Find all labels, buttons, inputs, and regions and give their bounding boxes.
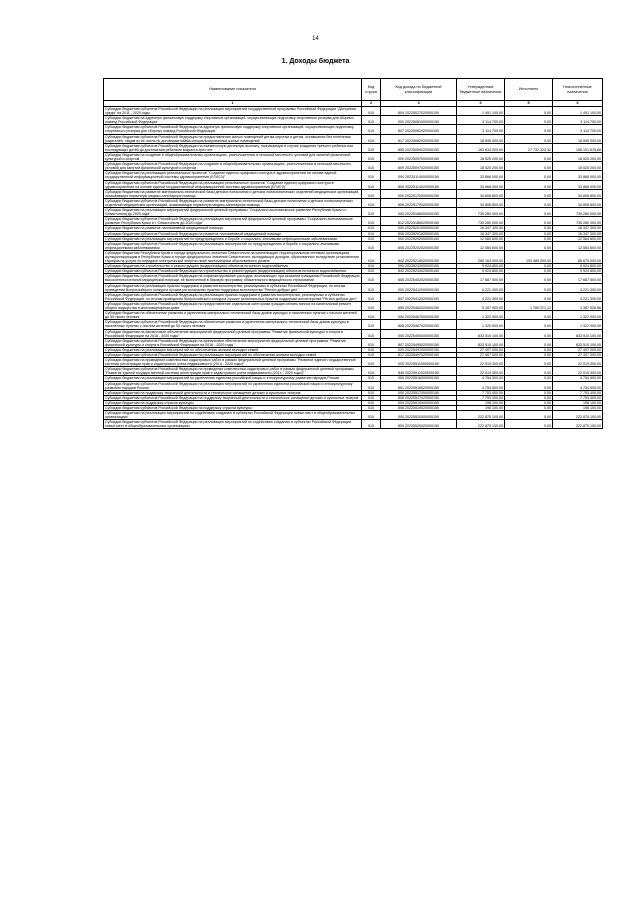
row-line-code-cell: 010 — [362, 116, 381, 125]
row-name-cell: Субсидии бюджетам на реализацию мероприятий по содействию созданию в субъектах Российской Федерации новых мест в общеобразовательных организациях — [104, 411, 362, 420]
header-index: 3 — [381, 101, 457, 107]
row-income-code-cell: 812 20225188020000150 — [381, 217, 457, 226]
table-row — [104, 152, 603, 161]
row-remaining-cell: 198 100,00 — [553, 400, 603, 405]
table-row — [104, 338, 603, 347]
row-income-code-cell: 809 20225097020000150 — [381, 162, 457, 171]
row-approved-cell: 5 167 900,00 — [457, 301, 505, 310]
row-remaining-cell: 33 868 000,00 — [553, 171, 603, 180]
row-name-cell: Субсидии бюджетам субъектов Российской Федерации на обеспечение развития и укрепления материально-технической базы домов культуры в населенных пунктах с числом жителей до 50 тысяч человек — [104, 320, 362, 329]
row-income-code-cell: 808 20225467020000150 — [381, 320, 457, 329]
table-row — [104, 420, 603, 429]
row-approved-cell: 7 753 400,00 — [457, 395, 505, 400]
row-name-cell: Субсидии бюджетам на создание в общеобразовательных организациях, расположенных в сельской местности, условий для занятий физической культурой и спортом — [104, 152, 362, 161]
row-approved-cell: 222 875 100,00 — [457, 411, 505, 420]
row-approved-cell: 12 584 600,00 — [457, 241, 505, 250]
row-remaining-cell: 735 280 000,00 — [553, 208, 603, 217]
row-approved-cell: 34 808 800,00 — [457, 189, 505, 198]
row-name-cell: Субсидии бюджетам субъектов Российской Федерации на проведение комплексных кадастровых работ в рамках федеральной целевой программы "Развитие единой государственной системы регистрации прав и кадастрового учета недвижимости (2014 - 2020 годы)" — [104, 367, 362, 376]
row-line-code-cell: 010 — [362, 226, 381, 231]
row-income-code-cell: 000 20225201000000150 — [381, 226, 457, 231]
row-income-code-cell: 809 20225027020000150 — [381, 107, 457, 116]
row-income-code-cell: 000 20225517000000150 — [381, 390, 457, 395]
row-line-code-cell: 010 — [362, 311, 381, 320]
header-index: 6 — [553, 101, 603, 107]
row-remaining-cell: 4 221 300,00 — [553, 292, 603, 301]
row-line-code-cell: 010 — [362, 236, 381, 241]
row-executed-cell: 0,00 — [505, 390, 553, 395]
row-name-cell: Субсидии бюджетам Республики Крым и города федерального значения Севастополя на компенсацию территориальным сетевым организациям, функционирующим в Республике Крым и городе федерального значения Севастополе, выпадающих доходов, образованных вследствие установления тарифов на услуги по передаче электрической энергии ниже экономически обоснованного уровня — [104, 250, 362, 263]
row-line-code-cell: 010 — [362, 411, 381, 420]
row-remaining-cell: 735 280 000,00 — [553, 217, 603, 226]
row-line-code-cell: 010 — [362, 347, 381, 352]
table-row — [104, 358, 603, 367]
row-income-code-cell: 842 20225243020000150 — [381, 269, 457, 274]
row-executed-cell: 0,00 — [505, 320, 553, 329]
header-executed: Исполнено — [505, 79, 553, 101]
row-approved-cell: 12 584 600,00 — [457, 236, 505, 241]
row-approved-cell: 3 114 700,00 — [457, 125, 505, 134]
row-remaining-cell: 4 754 500,00 — [553, 376, 603, 381]
row-line-code-cell: 010 — [362, 189, 381, 198]
row-name-cell: Субсидии бюджетам субъектов Российской Федерации на реализацию мероприятий по обеспечению жильем молодых семей — [104, 352, 362, 357]
row-approved-cell: 27 407 000,00 — [457, 352, 505, 357]
row-approved-cell: 33 868 000,00 — [457, 180, 505, 189]
header-remaining: Неисполненные назначения — [553, 79, 603, 101]
row-income-code-cell: 806 20225202020000150 — [381, 241, 457, 250]
row-line-code-cell: 010 — [362, 162, 381, 171]
table-row — [104, 125, 603, 134]
row-executed-cell: 0,00 — [505, 381, 553, 390]
row-approved-cell: 7 753 400,00 — [457, 390, 505, 395]
row-income-code-cell: 817 20225082020000150 — [381, 134, 457, 143]
row-executed-cell: 0,00 — [505, 189, 553, 198]
row-line-code-cell: 010 — [362, 367, 381, 376]
row-name-cell: Субсидии бюджетам на поддержку отрасли культуры — [104, 400, 362, 405]
row-income-code-cell: 806 20225201020000150 — [381, 231, 457, 236]
row-executed-cell: 0,00 — [505, 125, 553, 134]
row-name-cell: Субсидии бюджетам субъектов Российской Федерации на реализацию мероприятий по предупреждению и борьбе с социально значимыми инфекционными заболеваниями — [104, 241, 362, 250]
row-remaining-cell: 3 387 528,88 — [553, 301, 603, 310]
row-name-cell: Субсидии бюджетам субъектов Российской Федерации на реализацию мероприятий по укреплению единства российской нации и этнокультурному развитию народов России — [104, 381, 362, 390]
row-name-cell: Субсидии бюджетам субъектов Российской Федерации на реализацию практик поддержки и развития волонтерства, реализуемых в субъектах Российской Федерации, по итогам проведения Всероссийского конкурса лучших региональных практик поддержки волонтерства "Регион добрых дел" — [104, 292, 362, 301]
row-income-code-cell: 000 20225511000000150 — [381, 358, 457, 367]
header-index: 4 — [457, 101, 505, 107]
row-name-cell: Субсидии бюджетам на реализацию мероприятий по обеспечению жильем молодых семей — [104, 347, 362, 352]
row-line-code-cell: 010 — [362, 283, 381, 292]
row-executed-cell: 0,00 — [505, 217, 553, 226]
row-name-cell: Субсидии бюджетам субъектов Российской Федерации на реализацию мероприятий по содействию созданию в субъектах Российской Федерации новых мест в общеобразовательных организациях — [104, 420, 362, 429]
row-approved-cell: 735 280 000,00 — [457, 217, 505, 226]
row-income-code-cell: 855 20225462020000150 — [381, 301, 457, 310]
table-row — [104, 367, 603, 376]
row-line-code-cell: 010 — [362, 198, 381, 207]
row-name-cell: Субсидии бюджетам на финансовое обеспечение мероприятий федеральной целевой программы "Развитие физической культуры и спорта в Российской Федерации на 2016 - 2020 годы" — [104, 329, 362, 338]
row-name-cell: Субсидии бюджетам субъектов Российской Федерации на финансовое обеспечение мероприятий федеральной целевой программы "Развитие физической культуры и спорта в Российской Федерации на 2016 - 2020 годы" — [104, 338, 362, 347]
row-income-code-cell: 808 20225519020000150 — [381, 406, 457, 411]
row-name-cell: Субсидии бюджетам субъектов Российской Федерации на реализацию мероприятий федеральной целевой программы "Социально-экономическое развитие Республики Крым и г. Севастополя до 2020 года" — [104, 217, 362, 226]
row-line-code-cell: 010 — [362, 171, 381, 180]
row-executed-cell: 0,00 — [505, 406, 553, 411]
row-name-cell: Субсидии бюджетам субъектов Российской Федерации на предоставление отдельным категориям граждан оплаты взноса на капитальный ремонт общего имущества в многоквартирном доме — [104, 301, 362, 310]
row-remaining-cell: 86 675 000,00 — [553, 250, 603, 263]
row-line-code-cell: 010 — [362, 301, 381, 310]
row-executed-cell: 0,00 — [505, 264, 553, 269]
row-executed-cell: 0,00 — [505, 338, 553, 347]
row-approved-cell: 1 322 900,00 — [457, 320, 505, 329]
row-approved-cell: 198 100,00 — [457, 406, 505, 411]
table-row — [104, 292, 603, 301]
row-name-cell: Субсидии бюджетам на развитие паллиативной медицинской помощи — [104, 226, 362, 231]
row-executed-cell: 0,00 — [505, 274, 553, 283]
row-income-code-cell: 806 20225170020000150 — [381, 198, 457, 207]
row-executed-cell: 0,00 — [505, 134, 553, 143]
row-name-cell: Субсидии бюджетам субъектов Российской Федерации на предоставление жилых помещений детям-сиротам и детям, оставшимся без попечения родителей, лицам из их числа по договорам найма специализированных жилых помещений — [104, 134, 362, 143]
row-income-code-cell: 817 20225497020000150 — [381, 352, 457, 357]
row-executed-cell: 0,00 — [505, 152, 553, 161]
row-income-code-cell: 000 20225243000000150 — [381, 264, 457, 269]
row-income-code-cell: 000 20225519000000150 — [381, 400, 457, 405]
row-income-code-cell: 807 20225495020000150 — [381, 338, 457, 347]
row-name-cell: Субсидии бюджетам субъектов Российской Федерации на создание в общеобразовательных организациях, расположенных в сельской местности, условий для занятий физической культурой и спортом — [104, 162, 362, 171]
row-name-cell: Субсидии бюджетам субъектов Российской Федерации на реализацию мероприятий государственной программы Российской Федерации "Доступная среда" на 2011 - 2020 годы — [104, 107, 362, 116]
row-executed-cell: 0,00 — [505, 180, 553, 189]
row-line-code-cell: 010 — [362, 269, 381, 274]
row-line-code-cell: 010 — [362, 241, 381, 250]
row-approved-cell: 735 280 000,00 — [457, 208, 505, 217]
row-income-code-cell: 000 20225081000000150 — [381, 116, 457, 125]
row-line-code-cell: 010 — [362, 338, 381, 347]
row-approved-cell: 222 875 100,00 — [457, 420, 505, 429]
row-remaining-cell: 34 808 800,00 — [553, 189, 603, 198]
row-executed-cell: 0,00 — [505, 116, 553, 125]
table-header-row — [104, 79, 603, 101]
row-name-cell: Субсидии бюджетам на обеспечение развития и укрепления материально-технической базы домов культуры в населенных пунктах с числом жителей до 50 тысяч человек — [104, 311, 362, 320]
row-remaining-cell: 1 322 900,00 — [553, 311, 603, 320]
row-income-code-cell: 000 20225516000000150 — [381, 376, 457, 381]
row-name-cell: Субсидии бюджетам на реализацию региональных проектов "Создание единого цифрового контура в здравоохранении на основе единой государственной информационной системы здравоохранения (ЕГИСЗ)" — [104, 171, 362, 180]
row-remaining-cell: 16 347 300,00 — [553, 226, 603, 231]
row-approved-cell: 27 407 000,00 — [457, 347, 505, 352]
row-name-cell: Субсидии бюджетам на адресную финансовую поддержку спортивных организаций, осуществляющих подготовку спортивного резерва для сборных команд Российской Федерации — [104, 116, 362, 125]
row-line-code-cell: 010 — [362, 143, 381, 152]
row-income-code-cell: 000 20225495000000150 — [381, 329, 457, 338]
row-remaining-cell: 12 584 600,00 — [553, 241, 603, 250]
row-income-code-cell: 000 20225467000000150 — [381, 311, 457, 320]
row-remaining-cell: 4 754 500,00 — [553, 381, 603, 390]
row-name-cell: Субсидии бюджетам на реализацию мероприятий по предупреждению и борьбе с социально значимыми инфекционными заболеваниями — [104, 236, 362, 241]
row-executed-cell: 0,00 — [505, 236, 553, 241]
row-name-cell: Субсидии бюджетам на реализацию мероприятий по укреплению единства российской нации и этнокультурному развитию народов России — [104, 376, 362, 381]
row-name-cell: Субсидии бюджетам на поддержку творческой деятельности и техническое оснащение детских и кукольных театров — [104, 390, 362, 395]
row-executed-cell: 0,00 — [505, 162, 553, 171]
row-remaining-cell: 156 101 676,68 — [553, 143, 603, 152]
row-approved-cell: 3 114 700,00 — [457, 116, 505, 125]
row-name-cell: Субсидии бюджетам субъектов Российской Федерации на развитие материально-технической базы детских поликлиник и детских поликлинических отделений медицинских организаций, оказывающих первичную медико-санитарную помощь — [104, 198, 362, 207]
row-executed-cell: 0,00 — [505, 358, 553, 367]
row-remaining-cell: 222 875 100,00 — [553, 420, 603, 429]
row-approved-cell: 22 019 300,00 — [457, 358, 505, 367]
row-executed-cell: 0,00 — [505, 352, 553, 357]
row-line-code-cell: 010 — [362, 329, 381, 338]
row-remaining-cell: 1 491 100,00 — [553, 107, 603, 116]
row-executed-cell: 0,00 — [505, 292, 553, 301]
row-remaining-cell: 27 407 000,00 — [553, 352, 603, 357]
table-row — [104, 162, 603, 171]
table-row — [104, 171, 603, 180]
row-approved-cell: 4 754 500,00 — [457, 381, 505, 390]
row-approved-cell: 16 347 300,00 — [457, 226, 505, 231]
row-line-code-cell: 010 — [362, 358, 381, 367]
row-approved-cell: 33 868 000,00 — [457, 171, 505, 180]
row-executed-cell: 0,00 — [505, 198, 553, 207]
row-remaining-cell: 3 114 700,00 — [553, 116, 603, 125]
row-name-cell: Субсидии бюджетам субъектов Российской Федерации на реализацию региональных проектов "Создание единого цифрового контура в здравоохранении на основе единой государственной информационной системы здравоохранения (ЕГИСЗ)" — [104, 180, 362, 189]
row-name-cell: Субсидии бюджетам на развитие материально-технической базы детских поликлиник и детских поликлинических отделений медицинских организаций, оказывающих первичную медико-санитарную помощь — [104, 189, 362, 198]
row-remaining-cell: 18 525 200,00 — [553, 162, 603, 171]
table-row — [104, 107, 603, 116]
page-number: 14 — [312, 36, 319, 42]
row-income-code-cell: 855 20225084020000150 — [381, 143, 457, 152]
row-executed-cell: 0,00 — [505, 226, 553, 231]
row-approved-cell: 17 687 500,00 — [457, 274, 505, 283]
row-executed-cell: 0,00 — [505, 376, 553, 381]
row-name-cell: Субсидии бюджетам на строительство и реконструкцию (модернизацию) объектов питьевого водоснабжения — [104, 264, 362, 269]
row-name-cell: Субсидии бюджетам субъектов Российской Федерации на развитие паллиативной медицинской помощи — [104, 231, 362, 236]
table-row — [104, 320, 603, 329]
row-remaining-cell: 9 924 800,00 — [553, 269, 603, 274]
row-approved-cell: 833 510 100,00 — [457, 329, 505, 338]
row-remaining-cell: 16 347 300,00 — [553, 231, 603, 236]
table-row — [104, 189, 603, 198]
row-remaining-cell: 833 510 100,00 — [553, 329, 603, 338]
row-approved-cell: 1 491 100,00 — [457, 107, 505, 116]
header-approved: Утвержденные бюджетные назначения — [457, 79, 505, 101]
row-remaining-cell: 198 100,00 — [553, 406, 603, 411]
table-row — [104, 241, 603, 250]
row-name-cell: Субсидии бюджетам субъектов Российской Федерации на софинансирование расходов, возникающих при оказании гражданам Российской Федерации высокотехнологичной медицинской помощи, не включенной в базовую программу обязательного медицинского страхования — [105, 274, 360, 283]
row-line-code-cell: 010 — [362, 231, 381, 236]
row-income-code-cell: 806 20225114020000150 — [381, 180, 457, 189]
row-line-code-cell: 010 — [362, 395, 381, 400]
row-approved-cell: 18 595 000,00 — [457, 134, 505, 143]
row-line-code-cell: 010 — [362, 107, 381, 116]
row-income-code-cell: 809 20225520020000150 — [381, 420, 457, 429]
table-row — [104, 143, 603, 152]
row-income-code-cell: 000 20225412000000150 — [381, 283, 457, 292]
row-line-code-cell: 010 — [362, 292, 381, 301]
row-income-code-cell: 000 20225520000000150 — [381, 411, 457, 420]
row-approved-cell: 198 100,00 — [457, 400, 505, 405]
row-executed-cell: 193 489 000,00 — [505, 250, 553, 263]
row-name-cell: Субсидии бюджетам на реализацию практик поддержки и развития волонтерства, реализуемых в субъектах Российской Федерации, по итогам проведения Всероссийского конкурса лучших региональных практик поддержки волонтерства "Регион добрых дел" — [104, 283, 362, 292]
row-income-code-cell: 808 20225517020000150 — [381, 395, 457, 400]
row-executed-cell: 0,00 — [505, 329, 553, 338]
row-approved-cell: 183 834 000,00 — [457, 143, 505, 152]
row-name-cell: Субсидии бюджетам субъектов Российской Федерации на поддержку творческой деятельности и техническое оснащение детских и кукольных театров — [104, 395, 362, 400]
budget-revenue-table — [103, 78, 603, 429]
table-row — [104, 250, 603, 263]
row-executed-cell: 0,00 — [505, 395, 553, 400]
row-line-code-cell: 010 — [362, 320, 381, 329]
row-line-code-cell: 010 — [362, 250, 381, 263]
row-remaining-cell: 4 221 300,00 — [553, 283, 603, 292]
table-row — [104, 283, 603, 292]
header-index: 2 — [362, 101, 381, 107]
row-approved-cell: 833 510 100,00 — [457, 338, 505, 347]
row-remaining-cell: 222 875 100,00 — [553, 411, 603, 420]
row-name-cell: Субсидии бюджетам на проведение комплексных кадастровых работ в рамках федеральной целевой программы "Развитие единой государственной системы регистрации прав и кадастрового учета недвижимости (2014 - 2020 годы)" — [104, 358, 362, 367]
row-executed-cell: 0,00 — [505, 171, 553, 180]
table-row — [104, 198, 603, 207]
header-index: 1 — [104, 101, 362, 107]
table-row — [104, 411, 603, 420]
row-income-code-cell: 807 20225081020000150 — [381, 125, 457, 134]
row-approved-cell: 18 525 200,00 — [457, 152, 505, 161]
row-remaining-cell: 7 753 400,00 — [553, 395, 603, 400]
row-remaining-cell: 18 525 200,00 — [553, 152, 603, 161]
row-remaining-cell: 12 584 600,00 — [553, 236, 603, 241]
row-income-code-cell: 000 20225202000000150 — [381, 236, 457, 241]
row-executed-cell: 0,00 — [505, 241, 553, 250]
row-line-code-cell: 010 — [362, 420, 381, 429]
row-executed-cell: 0,00 — [505, 347, 553, 352]
row-income-code-cell: 848 20225511020000150 — [381, 367, 457, 376]
row-income-code-cell: 851 20225516020000150 — [381, 381, 457, 390]
row-remaining-cell: 17 687 500,00 — [553, 274, 603, 283]
row-approved-cell: 22 019 300,00 — [457, 367, 505, 376]
row-approved-cell: 18 525 200,00 — [457, 162, 505, 171]
row-executed-cell: 0,00 — [505, 283, 553, 292]
row-executed-cell: 0,00 — [505, 400, 553, 405]
row-income-code-cell: 000 20225114000000150 — [381, 171, 457, 180]
table-row — [104, 381, 603, 390]
row-approved-cell: 4 754 500,00 — [457, 376, 505, 381]
table-row — [104, 180, 603, 189]
row-income-code-cell: 806 20225402020000150 — [381, 274, 457, 283]
row-executed-cell: 27 732 323,32 — [505, 143, 553, 152]
row-executed-cell: 0,00 — [505, 367, 553, 376]
row-approved-cell: 34 808 800,00 — [457, 198, 505, 207]
table-row — [104, 301, 603, 310]
row-remaining-cell: 7 753 400,00 — [553, 390, 603, 395]
row-line-code-cell: 010 — [362, 274, 381, 283]
row-line-code-cell: 010 — [362, 381, 381, 390]
row-line-code-cell: 010 — [362, 376, 381, 381]
row-income-code-cell: 000 20225497000000150 — [381, 347, 457, 352]
row-executed-cell: 0,00 — [505, 311, 553, 320]
row-income-code-cell: 807 20225412020000150 — [381, 292, 457, 301]
row-executed-cell: 0,00 — [505, 269, 553, 274]
table-row — [104, 217, 603, 226]
row-line-code-cell: 010 — [362, 264, 381, 269]
row-executed-cell: 0,00 — [505, 208, 553, 217]
row-name-cell: Субсидии бюджетам субъектов Российской Федерации на адресную финансовую поддержку спортивных организаций, осуществляющих подготовку спортивного резерва для сборных команд Российской Федерации — [104, 125, 362, 134]
row-executed-cell: 1 780 371,12 — [505, 301, 553, 310]
row-line-code-cell: 010 — [362, 217, 381, 226]
row-income-code-cell: 842 20225218020000150 — [381, 250, 457, 263]
row-remaining-cell: 18 595 000,00 — [553, 134, 603, 143]
row-approved-cell: 280 164 000,00 — [457, 250, 505, 263]
row-line-code-cell: 010 — [362, 400, 381, 405]
row-name-cell: Субсидии бюджетам субъектов Российской Федерации на поддержку отрасли культуры — [104, 406, 362, 411]
row-remaining-cell: 1 322 900,00 — [553, 320, 603, 329]
row-line-code-cell: 010 — [362, 406, 381, 411]
row-approved-cell: 9 924 800,00 — [457, 269, 505, 274]
row-line-code-cell: 010 — [362, 152, 381, 161]
row-approved-cell: 4 221 300,00 — [457, 292, 505, 301]
row-remaining-cell: 27 407 000,00 — [553, 347, 603, 352]
row-approved-cell: 16 347 300,00 — [457, 231, 505, 236]
row-executed-cell: 0,00 — [505, 411, 553, 420]
row-income-code-cell: 000 20225097000000150 — [381, 152, 457, 161]
row-remaining-cell: 22 019 300,00 — [553, 358, 603, 367]
header-index: 5 — [505, 101, 553, 107]
row-executed-cell: 0,00 — [505, 231, 553, 236]
row-line-code-cell: 010 — [362, 180, 381, 189]
header-line-code: Код строки — [362, 79, 381, 101]
row-executed-cell: 0,00 — [505, 107, 553, 116]
table-row — [104, 311, 603, 320]
table-row — [104, 116, 603, 125]
row-income-code-cell: 000 20225170000000150 — [381, 189, 457, 198]
page-title: 1. Доходы бюджета — [281, 58, 350, 65]
row-line-code-cell: 010 — [362, 352, 381, 357]
row-remaining-cell: 22 019 300,00 — [553, 367, 603, 376]
row-remaining-cell: 33 868 000,00 — [553, 180, 603, 189]
row-income-code-cell: 000 20225188000000150 — [381, 208, 457, 217]
table-row — [104, 134, 603, 143]
table-body — [104, 107, 603, 429]
row-remaining-cell: 3 114 700,00 — [553, 125, 603, 134]
row-remaining-cell: 833 510 100,00 — [553, 338, 603, 347]
row-line-code-cell: 010 — [362, 390, 381, 395]
row-line-code-cell: 010 — [362, 208, 381, 217]
table-row — [104, 208, 603, 217]
row-approved-cell: 1 322 900,00 — [457, 311, 505, 320]
header-indicator-name: Наименование показателя — [104, 79, 362, 101]
row-remaining-cell: 34 808 800,00 — [553, 198, 603, 207]
row-line-code-cell: 010 — [362, 125, 381, 134]
table-row — [104, 274, 603, 283]
row-approved-cell: 4 221 300,00 — [457, 283, 505, 292]
row-line-code-cell: 010 — [362, 134, 381, 143]
row-name-cell: Субсидии бюджетам субъектов Российской Федерации на строительство и реконструкцию (модернизацию) объектов питьевого водоснабжения — [104, 269, 362, 274]
row-name-cell: Субсидии бюджетам на реализацию мероприятий федеральной целевой программы "Социально-экономическое развитие Республики Крым и г. Севастополя до 2020 года" — [104, 208, 362, 217]
table-row — [104, 329, 603, 338]
row-approved-cell: 9 924 800,00 — [457, 264, 505, 269]
row-executed-cell: 0,00 — [505, 420, 553, 429]
row-remaining-cell: 9 924 800,00 — [553, 264, 603, 269]
row-name-cell: Субсидии бюджетам субъектов Российской Федерации на ежемесячную денежную выплату, назначаемую в случае рождения третьего ребенка или последующих детей до достижения ребенком возраста трех лет — [104, 143, 362, 152]
header-income-code: Код дохода по бюджетной классификации — [381, 79, 457, 101]
